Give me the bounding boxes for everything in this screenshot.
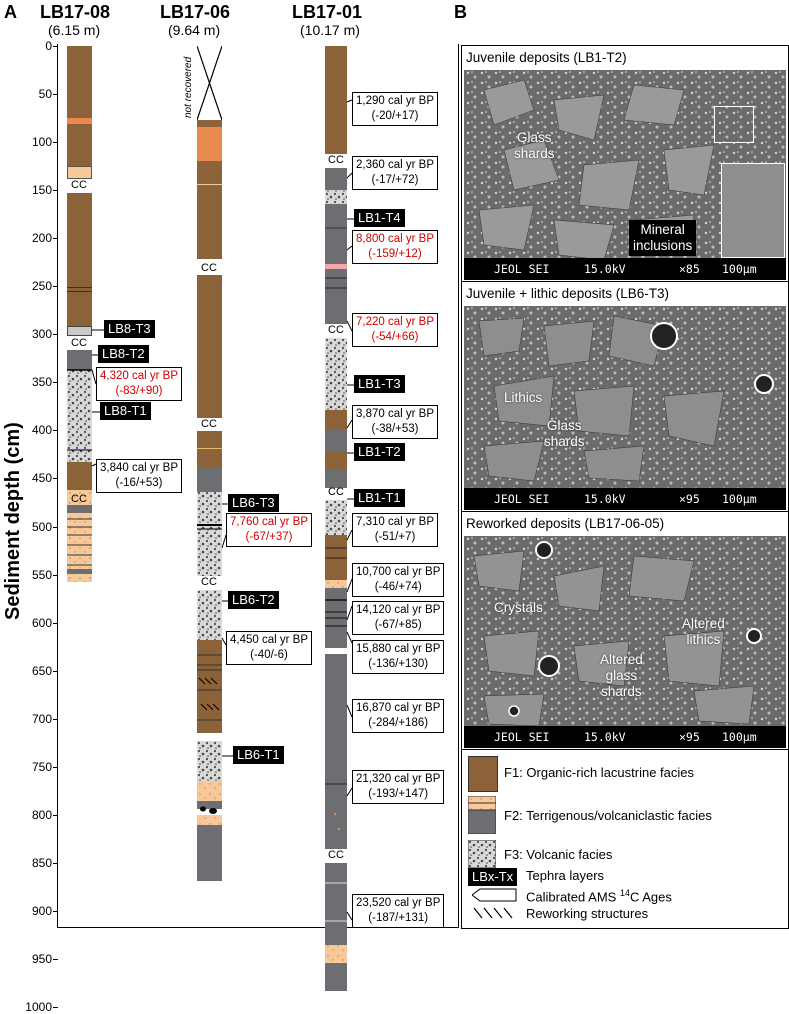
y-tick-label: 850 xyxy=(31,855,52,870)
tephra-lb1-t1: LB1-T1 xyxy=(354,489,405,507)
y-tick-label: 550 xyxy=(31,567,52,582)
age-box xyxy=(352,563,444,597)
age-value: 7,760 cal yr BP xyxy=(230,516,308,528)
sem-d-image xyxy=(464,536,786,748)
core-title-lb17-06: LB17-06 xyxy=(160,2,231,22)
sem-d-texture xyxy=(464,536,786,748)
sem-bar-kv: 15.0kV xyxy=(584,492,626,506)
sem-d-label-altered-lithics: Altered lithics xyxy=(682,616,725,647)
legend-ams-post: C Ages xyxy=(629,889,672,905)
sem-c-image xyxy=(464,306,786,510)
sem-c-texture xyxy=(464,306,786,510)
age-box xyxy=(352,513,438,547)
age-value: 7,310 cal yr BP xyxy=(356,516,434,528)
age-value: 21,320 cal yr BP xyxy=(356,773,441,785)
sem-d-label-altered-glass: Altered glass shards xyxy=(600,652,643,699)
core-length-lb17-01: (10.17 m) xyxy=(300,22,360,38)
age-error: (-187/+131) xyxy=(368,912,429,924)
y-tick-label: 300 xyxy=(31,327,52,342)
sem-c-label-lithics: Lithics xyxy=(504,390,543,405)
legend-f3-swatch xyxy=(468,840,496,868)
age-value: 4,450 cal yr BP xyxy=(230,634,308,646)
y-tick-label: 450 xyxy=(31,471,52,486)
y-tick-label: 600 xyxy=(31,615,52,630)
sem-c-bar xyxy=(464,488,786,510)
age-box xyxy=(352,92,438,126)
core06-cc-3: CC xyxy=(201,576,217,588)
age-box xyxy=(352,640,444,674)
sem-panel-d xyxy=(461,511,789,751)
age-error: (-17/+72) xyxy=(371,174,419,186)
age-value: 1,290 cal yr BP xyxy=(356,95,434,107)
age-error: (-20/+17) xyxy=(371,110,419,122)
core01-cc-4: CC xyxy=(328,849,344,861)
y-tick-label: 400 xyxy=(31,423,52,438)
tephra-lb6-t3: LB6-T3 xyxy=(228,494,279,512)
age-value: 7,220 cal yr BP xyxy=(356,316,434,328)
sem-b-title: Juvenile deposits (LB1-T2) xyxy=(466,50,627,65)
sem-bar-instrument: JEOL SEI xyxy=(494,262,550,276)
age-value: 23,520 cal yr BP xyxy=(356,897,441,909)
sem-panel-b xyxy=(461,45,789,283)
y-axis-title: Sediment depth (cm) xyxy=(2,422,24,620)
age-box xyxy=(96,459,182,493)
y-tick-label: 200 xyxy=(31,231,52,246)
age-box xyxy=(96,367,182,401)
age-error: (-136/+130) xyxy=(368,658,429,670)
legend-f1-swatch xyxy=(468,756,498,792)
legend-ams-pre: Calibrated AMS xyxy=(526,889,620,905)
age-box xyxy=(226,631,312,665)
tephra-lb6-t2: LB6-T2 xyxy=(228,591,279,609)
sem-bar-mag: ×85 xyxy=(679,262,700,276)
age-error: (-51/+7) xyxy=(374,531,416,543)
sem-b-label-mineral: Mineral inclusions xyxy=(629,220,696,256)
legend-f1-label: F1: Organic-rich lacustrine facies xyxy=(504,765,695,780)
age-box xyxy=(352,405,438,439)
sem-bar-scale: 100μm xyxy=(722,730,757,744)
sem-panel-c xyxy=(461,281,789,513)
age-value: 14,120 cal yr BP xyxy=(356,604,441,616)
tephra-lb1-t2: LB1-T2 xyxy=(354,443,405,461)
age-error: (-38/+53) xyxy=(371,423,419,435)
core-title-lb17-08: LB17-08 xyxy=(40,2,111,22)
sem-c-title: Juvenile + lithic deposits (LB6-T3) xyxy=(466,286,669,301)
panel-letter-b: B xyxy=(454,2,467,22)
panel-letter-a: A xyxy=(4,2,17,22)
age-box xyxy=(352,601,444,635)
age-error: (-193/+147) xyxy=(368,788,429,800)
y-tick-label: 1000 xyxy=(25,1000,52,1014)
tephra-lb1-t3: LB1-T3 xyxy=(354,375,405,393)
age-error: (-159/+12) xyxy=(368,248,422,260)
y-tick-label: 700 xyxy=(31,711,52,726)
age-box xyxy=(352,699,444,733)
age-error: (-67/+37) xyxy=(245,531,293,543)
y-tick-label: 0 xyxy=(45,39,52,53)
age-box xyxy=(352,230,438,264)
age-box xyxy=(352,156,438,190)
tephra-lb1-t4: LB1-T4 xyxy=(354,209,405,227)
y-tick-label: 50 xyxy=(38,87,52,102)
sem-d-title: Reworked deposits (LB17-06-05) xyxy=(466,516,665,531)
age-error: (-284/+186) xyxy=(368,717,429,729)
core-title-lb17-01: LB17-01 xyxy=(292,2,363,22)
core08-cc-2: CC xyxy=(71,337,87,349)
y-tick-label: 650 xyxy=(31,663,52,678)
legend-ams-symbol xyxy=(472,888,518,902)
sem-d-label-crystals: Crystals xyxy=(494,600,543,615)
legend-f2-swatch xyxy=(468,796,496,834)
core06-not-recovered-label: not recovered xyxy=(183,56,194,118)
core08-cc-3: CC xyxy=(71,493,87,505)
age-box xyxy=(226,513,312,547)
tephra-lb8-t3: LB8-T3 xyxy=(104,320,155,338)
sem-c-label-glass: Glass shards xyxy=(544,418,585,449)
core01-cc-1: CC xyxy=(328,154,344,166)
y-tick-mark xyxy=(53,1007,58,1008)
y-tick-label: 950 xyxy=(31,951,52,966)
sem-d-bar xyxy=(464,726,786,748)
legend-ams-sup: 14 xyxy=(619,888,630,898)
age-value: 10,700 cal yr BP xyxy=(356,566,441,578)
age-error: (-16/+53) xyxy=(115,477,163,489)
age-error: (-83/+90) xyxy=(115,385,163,397)
y-tick-label: 250 xyxy=(31,279,52,294)
age-error: (-46/+74) xyxy=(374,581,422,593)
legend-ams-label xyxy=(526,888,672,904)
core01-cc-3: CC xyxy=(328,486,344,498)
legend-tephra-label: Tephra layers xyxy=(526,868,605,883)
sem-bar-mag: ×95 xyxy=(679,492,700,506)
legend-f3-label: F3: Volcanic facies xyxy=(504,847,613,862)
sem-bar-mag: ×95 xyxy=(679,730,700,744)
sem-b-bar xyxy=(464,258,786,280)
age-value: 16,870 cal yr BP xyxy=(356,702,441,714)
sem-bar-scale: 100μm xyxy=(722,492,757,506)
core-length-lb17-06: (9.64 m) xyxy=(168,22,221,38)
core-length-lb17-08: (6.15 m) xyxy=(48,22,101,38)
y-tick-label: 500 xyxy=(31,519,52,534)
y-tick-label: 900 xyxy=(31,903,52,918)
sem-b-image xyxy=(464,70,786,280)
tephra-lb8-t1: LB8-T1 xyxy=(100,402,151,420)
age-box xyxy=(352,313,438,347)
sem-b-inset-marker xyxy=(714,106,754,143)
age-value: 15,880 cal yr BP xyxy=(356,643,441,655)
age-error: (-67/+85) xyxy=(374,619,422,631)
age-box xyxy=(352,770,444,804)
y-tick-label: 150 xyxy=(31,183,52,198)
legend-rework-symbol xyxy=(472,906,518,920)
legend-tephra-tag: LBx-Tx xyxy=(468,868,517,886)
tephra-lb8-t2: LB8-T2 xyxy=(98,345,149,363)
y-tick-mark xyxy=(53,959,58,960)
legend xyxy=(461,749,789,929)
core08-cc-1: CC xyxy=(71,179,87,191)
age-value: 3,870 cal yr BP xyxy=(356,408,434,420)
legend-f2-label: F2: Terrigenous/volcaniclastic facies xyxy=(504,808,712,823)
y-tick-label: 100 xyxy=(31,135,52,150)
age-value: 3,840 cal yr BP xyxy=(100,462,178,474)
age-value: 2,360 cal yr BP xyxy=(356,159,434,171)
age-error: (-54/+66) xyxy=(371,331,419,343)
legend-rework-label: Reworking structures xyxy=(526,906,649,921)
tephra-lb6-t1: LB6-T1 xyxy=(233,746,284,764)
core06-cc-1: CC xyxy=(201,262,217,274)
sem-bar-scale: 100μm xyxy=(722,262,757,276)
core01-cc-2: CC xyxy=(328,324,344,336)
sem-bar-instrument: JEOL SEI xyxy=(494,492,550,506)
age-error: (-40/-6) xyxy=(250,649,288,661)
y-tick-label: 350 xyxy=(31,375,52,390)
sem-bar-instrument: JEOL SEI xyxy=(494,730,550,744)
sem-b-inset xyxy=(721,163,785,258)
sem-bar-kv: 15.0kV xyxy=(584,730,626,744)
core06-cc-2: CC xyxy=(201,418,217,430)
sem-bar-kv: 15.0kV xyxy=(584,262,626,276)
age-box xyxy=(352,894,444,928)
y-tick-label: 800 xyxy=(31,807,52,822)
sem-b-label-glass: Glass shards xyxy=(514,130,555,161)
age-value: 8,800 cal yr BP xyxy=(356,233,434,245)
age-value: 4,320 cal yr BP xyxy=(100,370,178,382)
y-tick-label: 750 xyxy=(31,759,52,774)
